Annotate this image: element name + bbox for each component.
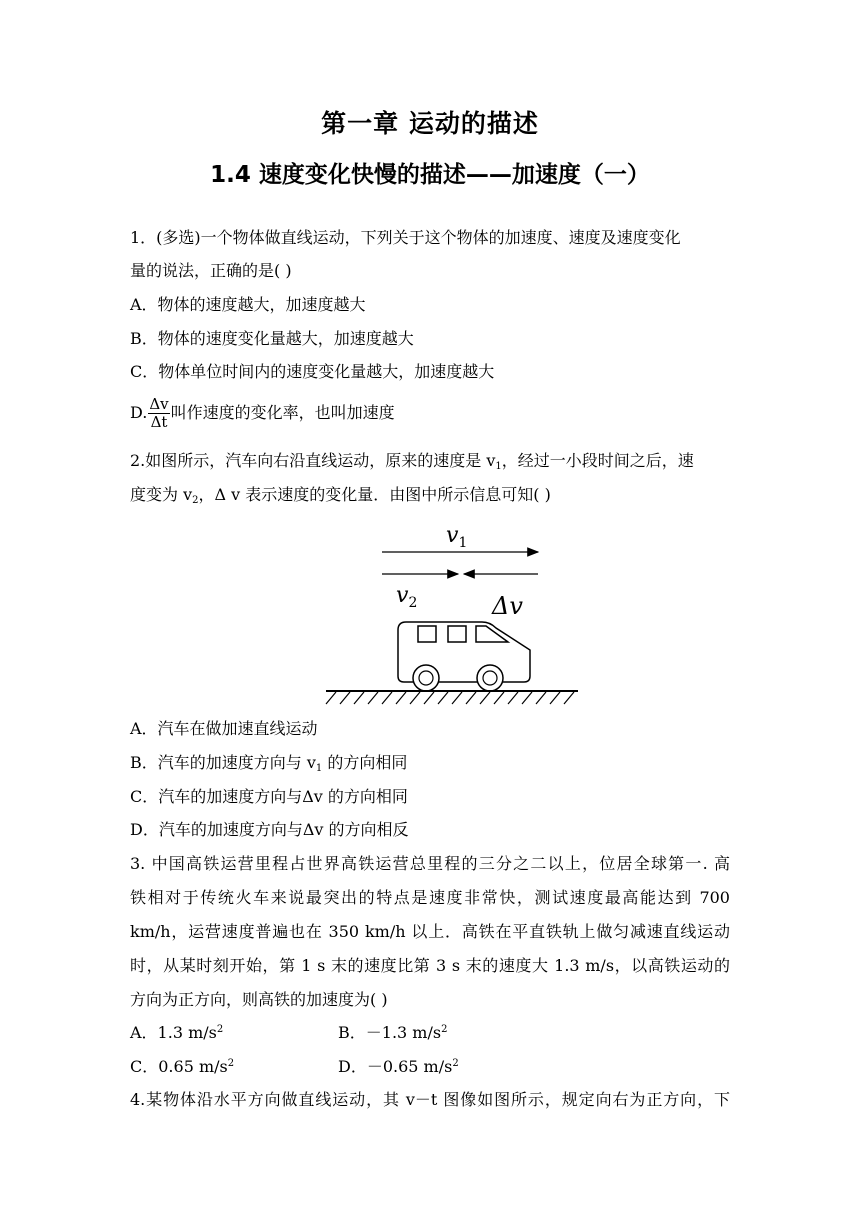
q3-option-c: C．0.65 $m/s^2$ [130, 1057, 235, 1076]
q2-option-c: C．汽车的加速度方向与Δv 的方向相同 [130, 787, 408, 806]
car-velocity-diagram [320, 518, 590, 708]
q2-option-b-tail: 的方向相同 [322, 753, 408, 772]
fraction-numerator: Δv [149, 395, 169, 413]
q1-option-c: C．物体单位时间内的速度变化量越大，加速度越大 [130, 362, 495, 381]
q3-option-d: D．－0.65 $m/s^2$ [338, 1057, 459, 1076]
v2-label: $v_2$ [396, 583, 418, 611]
q1-option-d-text: 叫作速度的变化率，也叫加速度 [170, 403, 395, 422]
q1-stem-line1: 1．(多选)一个物体做直线运动，下列关于这个物体的加速度、速度及速度变化 [130, 228, 681, 247]
q2-option-b-text: B．汽车的加速度方向与 v [130, 753, 316, 772]
delta-v-label: Δv [492, 592, 523, 620]
chapter-title: 第一章 运动的描述 [321, 109, 539, 138]
q2-stem-line1-text: 2.如图所示，汽车向右沿直线运动，原来的速度是 v [130, 451, 496, 470]
q3-options-row2 [130, 1056, 730, 1078]
q2-option-b-subscript: 1 [315, 763, 323, 774]
q3-stem-line1: 3. 中国高铁运营里程占世界高铁运营总里程的三分之二以上，位居全球第一. 高 [130, 854, 730, 873]
car-wheel-front-hub [483, 671, 497, 685]
delta-v-over-delta-t-fraction [148, 396, 169, 431]
fraction-denominator: Δt [150, 413, 168, 431]
q2-option-a: A．汽车在做加速直线运动 [130, 719, 318, 738]
q1-option-a: A．物体的速度越大，加速度越大 [130, 295, 366, 314]
section-title: 1.4 速度变化快慢的描述——加速度（一） [210, 162, 650, 188]
ground-hatching [326, 692, 574, 704]
q2-stem-line2-end: ，Δ v 表示速度的变化量．由图中所示信息可知( ) [198, 485, 551, 504]
q2-option-b [130, 752, 407, 774]
q2-stem-line1-tail: ，经过一小段时间之后，速 [501, 451, 694, 470]
q1-stem-line2: 量的说法，正确的是( ) [130, 261, 292, 280]
q2-stem-line1 [130, 450, 694, 472]
q1-option-b: B．物体的速度变化量越大，加速度越大 [130, 329, 414, 348]
car-wheel-rear-hub [419, 671, 433, 685]
q3-option-b: B．－1.3 $m/s^2$ [338, 1023, 448, 1042]
q2-v1-subscript: 1 [495, 461, 502, 472]
car-window-right [448, 626, 466, 642]
q2-stem-line2-start: 度变为 v [130, 485, 193, 504]
q1-option-d-prefix: D. [130, 403, 148, 422]
v1-label: $v_1$ [446, 523, 468, 551]
q3-stem-line3: km/h，运营速度普遍也在 350 km/h 以上．高铁在平直铁轨上做匀减速直线运动 [130, 922, 730, 941]
q3-option-a: A．1.3 $m/s^2$ [130, 1023, 224, 1042]
q2-option-d: D．汽车的加速度方向与Δv 的方向相反 [130, 820, 409, 839]
q2-v2-subscript: 2 [192, 495, 199, 506]
q1-option-d [130, 396, 395, 431]
q3-stem-line5: 方向为正方向，则高铁的加速度为( ) [130, 990, 388, 1009]
q4-stem-line1: 4.某物体沿水平方向做直线运动，其 v－t 图像如图所示，规定向右为正方向，下 [130, 1090, 730, 1109]
q3-stem-line4: 时，从某时刻开始，第 1 s 末的速度比第 3 s 末的速度大 1.3 m/s，以高铁运动的 [130, 956, 730, 975]
q2-stem-line2 [130, 484, 551, 506]
q3-stem-line2: 铁相对于传统火车来说最突出的特点是速度非常快，测试速度最高能达到 700 [130, 888, 730, 907]
q3-options-row1 [130, 1022, 730, 1044]
car-window-left [418, 626, 436, 642]
